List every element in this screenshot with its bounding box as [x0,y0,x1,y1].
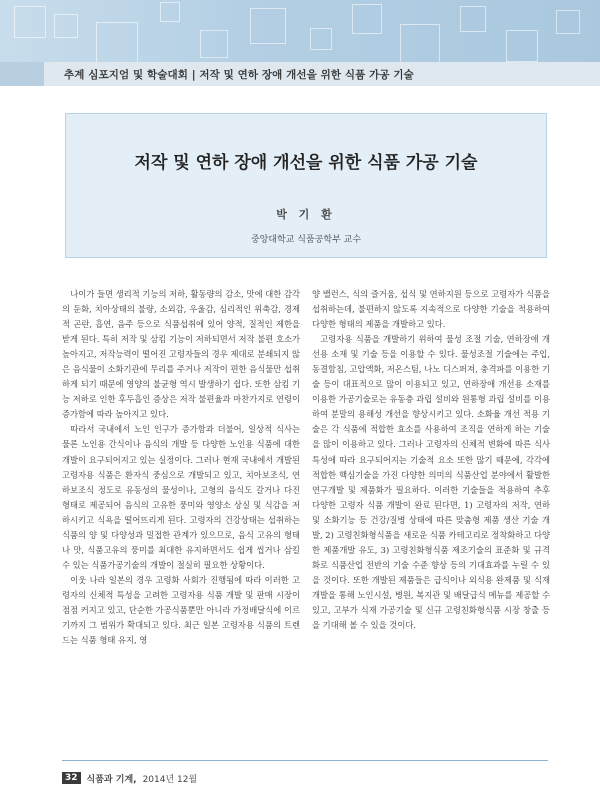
paragraph: 나이가 들면 생리적 기능의 저하, 활동량의 감소, 맛에 대한 감각의 둔화, 치아상태의 불량, 소외감, 우울감, 심리적인 위축감, 경제적 곤란, 흡연, 음주 등으로 식품섭취에 있어 양적, 질적인 제한을 받게 된다. 특히 저작 및 삼킴 기능이 저하되면서 저작 불편 호소가 높아지고, 저작능력이 떨어진 고령자들의 경우 제대로 분쇄되지 않은 음식물이 소화기관에 무리를 주거나 저작이 편한 음식물만 섭취하게 되기 때문에 영양의 불균형 역시 발생하기 쉽다. 또한 삼킴 기능 저하로 인한 후두흡인 증상은 저작 불편율과 마찬가지로 연령이 증가함에 따라 높아지고 있다. [62,289,300,420]
author-affiliation: 중앙대학교 식품공학부 교수 [250,235,362,245]
decorative-square [200,30,228,58]
decorative-square [400,24,440,62]
decorative-square [14,6,46,38]
right-text-column [312,287,550,633]
decorative-square [506,30,538,62]
article-title: 저작 및 연하 장애 개선을 위한 식품 가공 기술 [134,153,478,173]
journal-name: 식품과 기계, [86,774,137,785]
page-footer [62,770,197,786]
decorative-square [460,6,486,32]
paragraph: 고령자용 식품을 개발하기 위하여 물성 조절 기술, 연하장애 개선용 소재 및 기술 등을 이용할 수 있다. 물성조절 기술에는 주입, 동결함침, 고압액화, 저온스팀, 나노 디스퍼져, 충격파를 이용한 기술 등이 대표적으로 많이 이용되고 있고, 연하장애 개선용 소재를 이용한 가공기술로는 유동층 과립 설비와 원통형 과립 설비를 이용하여 분말의 용해성 개선을 향상시키고 있다. 소화율 개선 적용 기술은 각 식품에 적합한 효소를 사용하여 조직을 연하게 하는 기술을 많이 이용하고 있다. 그러나 고령자의 신체적 변화에 따른 식사 특성에 따라 요구되어지는 기술적 요소 또한 많기 때문에, 각각에 적합한 핵심기술을 가진 다양한 의미의 식품산업 분야에서 활발한 연구개발 및 제품화가 필요하다. 이러한 기술들을 적용하여 추후 다양한 고령자 식품 개발이 완료 된다면, 1) 고령자의 저작, 연하 및 소화기능 등 건강/질병 상태에 따른 맞춤형 제품 생산 기술 개발, 2) 고령친화형식품을 새로운 식품 카테고리로 정착화하고 다양한 제품개발 유도, 3) 고령친화형식품 제조기술의 표준화 및 규격화로 식품산업 전반의 기술 수준 향상 등의 기대효과를 누릴 수 있을 것이다. 또한 개발된 제품들은 급식이나 외식용 완제품 및 식재 개발을 통해 노인시설, 병원, 복지관 및 배달급식 메뉴를 제공할 수 있고, 고부가 식재 가공기술 및 신규 고령친화형식품 시장 창출 등을 기대해 볼 수 있을 것이다. [312,334,551,631]
decorative-square [96,22,138,62]
author-name: 박 기 환 [276,208,336,221]
left-text-column [62,287,300,648]
running-header-bar [0,62,600,86]
decorative-square [160,2,180,22]
paragraph: 양 밸런스, 식의 즐거움, 섭식 및 연하지원 등으로 고령자가 식품을 섭취하는데, 불편하지 않도록 지속적으로 다양한 기술을 적용하여 다양한 형태의 제품을 개발하고 있다. [312,289,550,330]
footer-rule [62,760,548,761]
decorative-square [352,4,382,34]
issue-date: 2014년 12월 [142,774,198,785]
paragraph: 이웃 나라 일본의 경우 고령화 사회가 진행됨에 따라 이러한 고령자의 신체적 특성을 고려한 고령자용 식품 개발 및 판매 시장이 점점 커지고 있고, 단순한 가공식품뿐만 아니라 가정배달식에 이르기까지 그 범위가 확대되고 있다. 최근 일본 고령자용 식품의 트렌드는 식품 형태 유지, 영 [62,574,300,646]
decorative-square [310,28,332,50]
title-box [65,113,547,258]
header-color-marker [0,62,44,86]
running-head: 추계 심포지엄 및 학술대회 | 저작 및 연하 장애 개선을 위한 식품 가공 기술 [64,68,414,81]
decorative-square [54,14,78,38]
top-decorative-band [0,0,600,62]
page-number: 32 [62,772,81,784]
decorative-square [250,8,286,44]
decorative-square [556,10,580,34]
paragraph: 따라서 국내에서 노인 인구가 증가함과 더불어, 일상적 식사는 물론 노인용 간식이나 음식의 개발 등 다양한 노인용 식품에 대한 개발이 요구되어지고 있는 실정이다. 그러나 현재 국내에서 개발된 고령자용 식품은 환자식 중심으로 개발되고 있고, 치아보조식, 연하보조식 정도로 유동성의 물성이나, 고형의 음식도 갈거나 다진 형태로 제공되어 음식의 고유한 풍미와 영양소 상실 및 식감을 저하시키고 식욕을 떨어뜨리게 된다. 고령자의 건강상태는 섭취하는 식품의 양 및 다양성과 밀접한 관계가 있으므로, 음식 고유의 형태나 맛, 식품고유의 풍미를 최대한 유지하면서도 쉽게 씹거나 삼킬 수 있는 식품가공기술의 개발이 절실히 필요한 상황이다. [62,424,300,570]
